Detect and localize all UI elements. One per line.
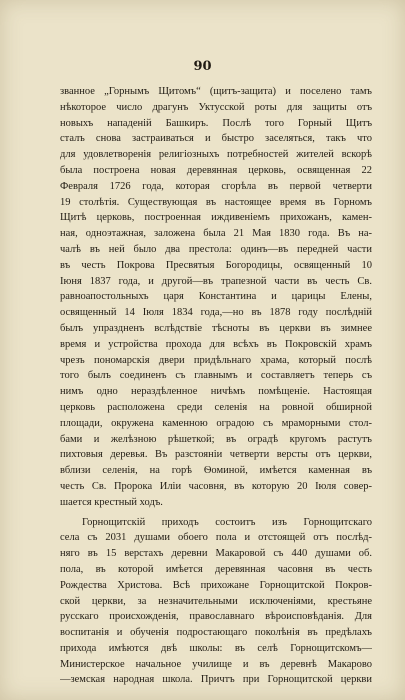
text-line: Щитѣ церковь, построенная иждивеніемъ прихожанъ, камен- [60,212,372,224]
text-line: того былъ соединенъ съ главнымъ и составляетъ теперь съ [60,370,372,382]
text-line: —земская народная школа. Причтъ при Горнощитской церкви [60,674,372,686]
text-line: вблизи селенія, на горѣ Ѳоминой, имѣется каменная въ [60,465,372,477]
text-line: шается крестный ходъ. [60,496,163,508]
text-line: Министерское начальное училище и въ деревнѣ Макарово [60,658,372,670]
page-number: 90 [193,59,212,74]
text-line: сталъ снова застраиваться и быстро заселяться, такъ что [60,133,372,145]
paragraph-parish [60,515,372,689]
text-line: ная, одноэтажная, заложена была 21 Мая 1830 года. Въ на- [60,228,372,240]
text-line: чалѣ въ ней было два престола: одинъ—въ передней части [60,243,372,255]
text-line: время и устройства прохода для всѣхъ въ Покровскій храмъ [60,338,372,350]
text-line: 19 столѣтія. Существующая въ настоящее время въ Горномъ [60,196,372,208]
text-line: няго въ 15 верстахъ деревни Макаровой съ 440 душами об. [60,548,372,560]
text-line: воспитанія и обученія подростающаго поколѣнія въ предѣлахъ [60,627,372,639]
text-line: церковь расположена среди селенія на ровной обширной [60,401,372,413]
text-line: для удовлетворенія религіозныхъ потребностей жителей вскорѣ [60,149,372,161]
text-line: Рождества Христова. Всѣ прихожане Горнощитской Покров- [60,579,372,591]
text-line: Горнощитскій приходъ состоитъ изъ Горнощитскаго [82,516,372,528]
text-line: новыхъ нападеній Башкиръ. Послѣ того Горный Щитъ [60,117,372,129]
text-line: званное „Горнымъ Щитомъ“ (щитъ-защита) и поселено тамъ [60,86,372,97]
text-line: освященный 14 Іюля 1834 года,—но въ 1878 году послѣдній [60,307,372,319]
text-line: села съ 2031 душами обоего пола и отстоящей отъ послѣд- [60,532,372,544]
text-line: пихтовыя деревья. Въ разстояніи четверти версты отъ церкви, [60,449,372,461]
text-line: въ честь Покрова Пресвятыя Богородицы, освященный 10 [60,259,372,271]
text-line: была построена новая деревянная церковь, освященная 22 [60,164,372,176]
text-line: честь Св. Пророка Иліи часовня, въ которую 20 Іюля совер- [60,480,372,492]
text-line: русскаго происхожденія, православнаго вѣроисповѣданія. Для [60,611,372,623]
text-line: пола, въ которой имѣется деревянная часовня въ честь [60,563,372,575]
text-line: нимъ одно нераздѣленное ничѣмъ помѣщеніе. Настоящая [60,386,372,398]
text-line: Іюня 1837 года, и другой—въ трапезной части въ честь Св. [60,275,372,287]
text-line: нѣкоторое число драгунъ Уктусской роты для защиты отъ [60,101,372,113]
text-line: площади, окружена каменною оградою съ мраморными стол- [60,417,372,429]
text-line: ской церкви, за незначительными исключеніями, крестьяне [60,595,372,607]
text-line: бами и желѣзною рѣшеткой; въ оградѣ кругомъ растутъ [60,433,372,445]
text-line: былъ упраздненъ вслѣдствіе тѣсноты въ церкви въ зимнее [60,322,372,334]
body-text [60,84,372,688]
text-line: прихода имѣются двѣ школы: въ селѣ Горнощитскомъ— [60,642,372,654]
text-line: Февраля 1726 года, которая сгорѣла въ первой четверти [60,180,372,192]
text-line: чрезъ пономарскія двери придѣльнаго храма, который послѣ [60,354,372,366]
text-line: равноапостольныхъ царя Константина и царицы Елены, [60,291,372,303]
paragraph-history [60,84,372,511]
